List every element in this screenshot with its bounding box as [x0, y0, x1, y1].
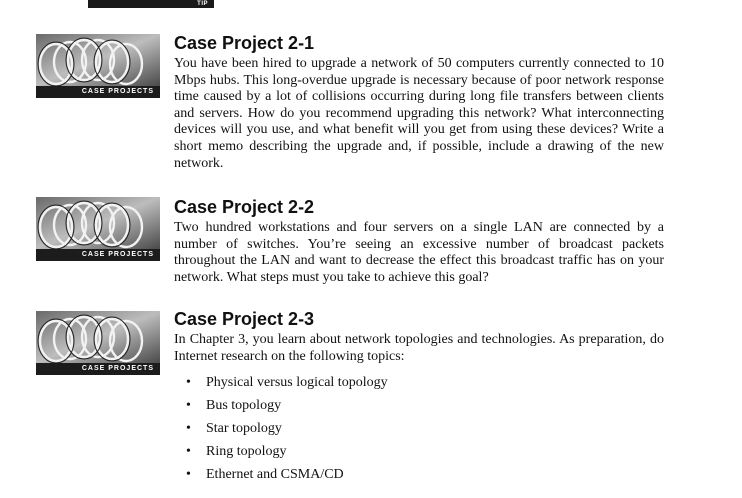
badge-label: CASE PROJECTS — [36, 86, 160, 98]
badge-label: CASE PROJECTS — [36, 363, 160, 375]
project-body: Two hundred workstations and four servers on a single LAN are connected by a number of switches. You’re seeing an excessive number of broadcast packets throughout the LAN and want to decrease the effect this broadcast traffic has on your network. What steps must you take to achieve this goal? — [174, 220, 664, 285]
project-body: In Chapter 3, you learn about network topologies and technologies. As preparation, do Internet research on the following topics: — [174, 332, 664, 364]
case-projects-badge — [36, 311, 160, 375]
tip-banner: TIP — [88, 0, 214, 8]
spiral-notebook-icon — [36, 311, 160, 363]
project-title: Case Project 2-1 — [174, 33, 315, 53]
list-item: • Ring topology — [174, 440, 664, 463]
case-project-2-1 — [174, 32, 664, 172]
badge-label: CASE PROJECTS — [36, 249, 160, 261]
case-project-2-2 — [174, 196, 664, 286]
list-item: • Star topology — [174, 417, 664, 440]
list-item: • Ethernet and CSMA/CD — [174, 463, 664, 486]
spiral-notebook-icon — [36, 197, 160, 249]
case-project-2-3 — [174, 308, 664, 486]
spiral-notebook-icon — [36, 34, 160, 86]
list-item: • Physical versus logical topology — [174, 371, 664, 394]
case-projects-badge — [36, 34, 160, 98]
topics-list — [174, 371, 664, 486]
project-body: You have been hired to upgrade a network of 50 computers currently connected to 10 Mbps hubs. This long-overdue upgrade is necessary because of poor network response time caused by a lot of collisions occurring during long file transfers between clients and servers. How do you recommend upgrading this network? What interconnecting devices will you use, and what benefit will you get from using these devices? Write a short memo describing the upgrade and, if possible, include a drawing of the new network. — [174, 56, 664, 171]
project-title: Case Project 2-3 — [174, 309, 315, 329]
project-title: Case Project 2-2 — [174, 197, 315, 217]
list-item: • Bus topology — [174, 394, 664, 417]
case-projects-badge — [36, 197, 160, 261]
